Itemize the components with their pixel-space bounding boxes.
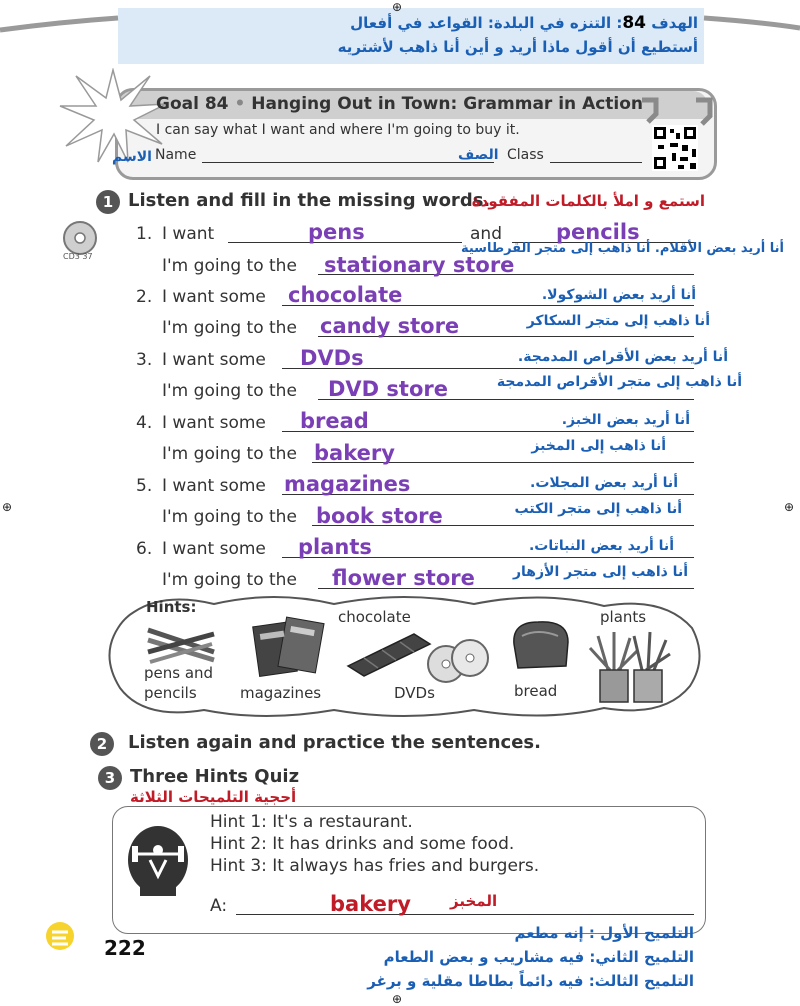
item-1-place: stationary store <box>324 253 515 277</box>
item-5-number: 5. <box>136 476 153 496</box>
hints-label: Hints: <box>146 598 197 616</box>
name-label: Name <box>155 147 197 163</box>
pens-pencils-icon <box>144 622 218 666</box>
item-2-translation-going: أنا ذاهب إلى متجر السكاكر <box>526 313 710 329</box>
magazines-icon <box>252 614 326 678</box>
goal-title-text: Hanging Out in Town: Grammar in Action <box>251 94 644 114</box>
class-label-ar: الصف <box>458 147 499 163</box>
goal-title-number: Goal 84 <box>156 94 229 114</box>
quiz-hint-2: Hint 2: It has drinks and some food. <box>210 834 515 854</box>
item-4-translation-want: أنا أريد بعض الخبز. <box>561 412 690 428</box>
bread-icon <box>508 614 574 674</box>
item-5-answer: magazines <box>284 472 411 496</box>
plants-icon <box>588 630 672 706</box>
class-label: Class <box>507 147 544 163</box>
registration-mark-icon: ⊕ <box>784 500 795 514</box>
name-label-ar: الاسم <box>112 149 152 165</box>
header-tab-icon <box>636 94 716 128</box>
item-3-answer: DVDs <box>300 346 364 370</box>
item-4-place: bakery <box>314 441 395 465</box>
item-3-going: I'm going to the <box>162 381 297 401</box>
item-6-number: 6. <box>136 539 153 559</box>
item-3-translation-want: أنا أريد بعض الأقراص المدمجة. <box>517 349 728 365</box>
quiz-answer-label: A: <box>210 896 228 916</box>
item-6-translation-want: أنا أريد بعض النباتات. <box>528 538 674 554</box>
item-3-place: DVD store <box>328 377 448 401</box>
item-1-going: I'm going to the <box>162 256 297 276</box>
item-1-number: 1. <box>136 224 153 244</box>
arabic-header-line2: أستطيع أن أقول ماذا أريد و أين أنا ذاهب لأشتريه <box>337 38 698 56</box>
exercise-3-title: Three Hints Quiz <box>130 766 300 787</box>
item-2-number: 2. <box>136 287 153 307</box>
goal-prefix-ar: الهدف <box>651 14 698 32</box>
name-field[interactable] <box>202 162 494 163</box>
item-5-translation-want: أنا أريد بعض المجلات. <box>530 475 678 491</box>
item-5-want: I want some <box>162 476 266 496</box>
item-1-want: I want <box>162 224 215 244</box>
item-2-want: I want some <box>162 287 266 307</box>
brain-lifting-icon <box>120 820 196 904</box>
item-1-and: and <box>470 224 502 244</box>
quiz-answer-field[interactable] <box>236 914 694 915</box>
item-4-want: I want some <box>162 413 266 433</box>
quiz-hint-1: Hint 1: It's a restaurant. <box>210 812 413 832</box>
hint-chocolate: chocolate <box>338 608 411 626</box>
item-5-place: book store <box>316 504 443 528</box>
quiz-hint-3: Hint 3: It always has fries and burgers. <box>210 856 540 876</box>
cd-icon <box>62 220 98 256</box>
hint-pens-line1: pens and <box>144 664 214 682</box>
item-5-translation-going: أنا ذاهب إلى متجر الكتب <box>514 501 682 517</box>
item-4-answer: bread <box>300 409 369 433</box>
publisher-logo-icon <box>44 918 76 952</box>
item-2-translation-want: أنا أريد بعض الشوكولا. <box>541 287 696 303</box>
hint-dvds: DVDs <box>394 684 435 702</box>
item-6-going: I'm going to the <box>162 570 297 590</box>
item-2-place: candy store <box>320 314 460 338</box>
quiz-answer: bakery <box>330 892 411 916</box>
chocolate-icon <box>344 630 434 678</box>
item-6-want: I want some <box>162 539 266 559</box>
exercise-3-title-ar: أحجية التلميحات الثلاثة <box>130 788 297 806</box>
item-6-translation-going: أنا ذاهب إلى متجر الأزهار <box>512 564 688 580</box>
exercise-3-badge: 3 <box>98 766 122 790</box>
item-3-number: 3. <box>136 350 153 370</box>
item-6-place: flower store <box>332 566 475 590</box>
quiz-hint-1-ar: التلميح الأول : إنه مطعم <box>514 924 694 942</box>
item-3-translation-going: أنا ذاهب إلى متجر الأقراص المدمجة <box>496 374 742 390</box>
item-4-number: 4. <box>136 413 153 433</box>
item-5-going: I'm going to the <box>162 507 297 527</box>
hint-magazines: magazines <box>240 684 322 702</box>
goal-title-dot: • <box>234 94 246 114</box>
item-2-going: I'm going to the <box>162 318 297 338</box>
exercise-1-instruction: Listen and fill in the missing words. <box>128 190 491 211</box>
goal-number-ar: 84 <box>622 13 646 33</box>
registration-mark-icon: ⊕ <box>392 0 403 14</box>
item-2-answer: chocolate <box>288 283 403 307</box>
qr-code-icon[interactable] <box>652 125 698 171</box>
item-1-answer-2: pencils <box>556 220 640 244</box>
hint-plants: plants <box>600 608 647 626</box>
goal-title <box>156 94 643 114</box>
item-6-answer: plants <box>298 535 372 559</box>
exercise-2-badge: 2 <box>90 732 114 756</box>
registration-mark-icon: ⊕ <box>2 500 13 514</box>
item-1-translation: أنا أريد بعض الأقلام. أنا ذاهب إلى متجر القرطاسية <box>460 241 784 256</box>
quiz-hint-2-ar: التلميح الثاني: فيه مشاريب و بعض الطعام <box>383 948 694 966</box>
quiz-hint-3-ar: التلميح الثالث: فيه دائماً بطاطا مقلية و برغر <box>367 972 694 990</box>
quiz-answer-ar: المخبز <box>450 892 498 910</box>
cd-track-label: CD3 37 <box>63 252 93 261</box>
item-4-going: I'm going to the <box>162 444 297 464</box>
hint-pens-line2: pencils <box>144 684 197 702</box>
hint-bread: bread <box>514 682 558 700</box>
item-1-answer-1: pens <box>308 220 365 244</box>
item-4-translation-going: أنا ذاهب إلى المخبز <box>531 438 666 454</box>
goal-title-ar: : التنزه في البلدة: القواعد في أفعال <box>350 14 623 32</box>
goal-subtitle: I can say what I want and where I'm going to buy it. <box>156 122 520 138</box>
page-number: 222 <box>104 936 146 960</box>
class-field[interactable] <box>550 162 642 163</box>
item-3-want: I want some <box>162 350 266 370</box>
exercise-1-badge: 1 <box>96 190 120 214</box>
exercise-1-instruction-ar: استمع و املأ بالكلمات المفقودة <box>471 192 705 210</box>
top-decoration <box>0 0 800 60</box>
dvds-icon <box>424 634 494 686</box>
registration-mark-icon: ⊕ <box>392 992 403 1006</box>
exercise-2-instruction: Listen again and practice the sentences. <box>128 732 541 753</box>
